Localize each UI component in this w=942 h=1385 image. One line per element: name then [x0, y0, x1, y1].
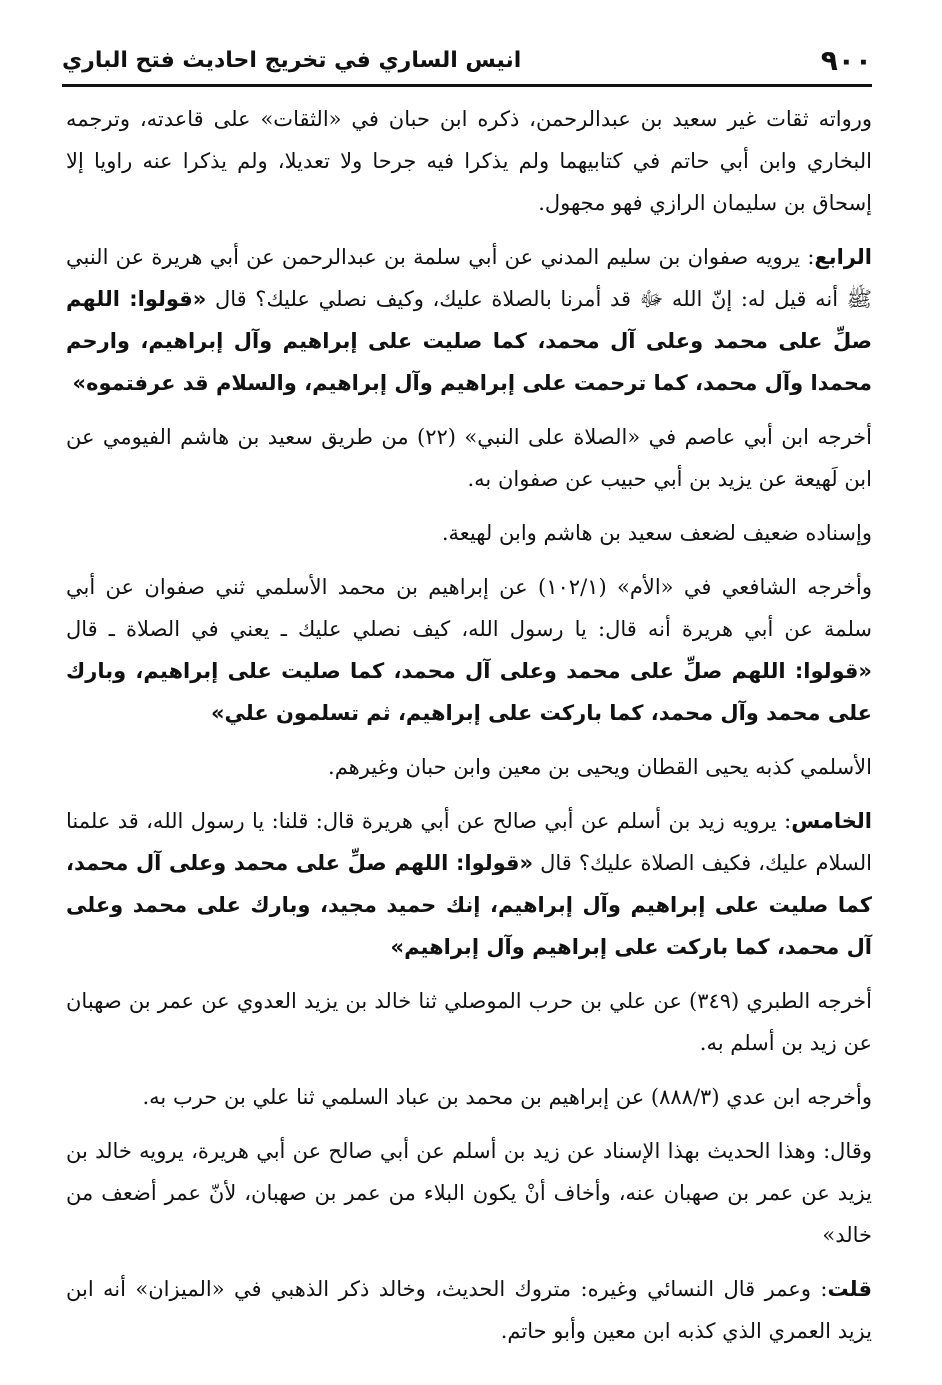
text-run: ورواته ثقات غير سعيد بن عبدالرحمن، ذكره ابن حبان في «الثقات» على قاعدته، وترجمه البخاري وابن أبي حاتم في كتابيهما ولم يذكرا فيه جرحا ولا تعديلا، ولم يذكرا عنه راويا إلا إسحاق بن سليمان الرازي فهو مجهول. [66, 107, 872, 215]
paragraph [66, 746, 872, 788]
bold-text-run: «قولوا: اللهم صلِّ على محمد وعلى آل محمد، كما صليت على إبراهيم، وبارك على محمد وآل محمد، كما باركت على إبراهيم، ثم تسلمون علي» [66, 659, 872, 725]
bold-text-run: قلت [827, 1277, 872, 1301]
bold-text-run: الرابع [814, 245, 872, 269]
paragraph [66, 416, 872, 500]
paragraph [66, 1268, 872, 1352]
text-run: : يرويه زيد بن أسلم عن أبي صالح عن أبي هريرة قال: قلنا: يا رسول الله، قد علمنا السلام عليك، فكيف الصلاة عليك؟ قال [66, 809, 872, 875]
bold-text-run: «قولوا: اللهم صلِّ على محمد وعلى آل محمد، كما صليت على إبراهيم وآل إبراهيم، إنك حميد مجيد، وبارك على محمد وعلى آل محمد، كما باركت على إبراهيم وآل إبراهيم» [66, 851, 872, 959]
running-title: انيس الساري في تخريج احاديث فتح الباري [62, 47, 522, 73]
text-run: الأسلمي كذبه يحيى القطان ويحيى بن معين وابن حبان وغيرهم. [328, 755, 872, 779]
page-number: ٩٠٠ [820, 43, 872, 77]
text-run: وأخرجه الشافعي في «الأم» (١٠٢/١) عن إبراهيم بن محمد الأسلمي ثني صفوان عن أبي سلمة عن أبي هريرة أنه قال: يا رسول الله، كيف نصلي عليك ـ يعني في الصلاة ـ قال [66, 575, 872, 641]
paragraph [66, 98, 872, 224]
page-body [66, 98, 872, 1364]
text-run: وقال: وهذا الحديث بهذا الإسناد عن زيد بن أسلم عن أبي صالح عن أبي هريرة، يرويه خالد بن يزيد عن عمر بن صهبان عنه، وأخاف أنْ يكون البلاء من عمر بن صهبان، لأنّ عمر أضعف من خالد» [66, 1139, 872, 1247]
paragraph [66, 980, 872, 1064]
text-run: وإسناده ضعيف لضعف سعيد بن هاشم وابن لهيعة. [441, 521, 872, 545]
text-run: : وعمر قال النسائي وغيره: متروك الحديث، وخالد ذكر الذهبي في «الميزان» أنه ابن يزيد العمري الذي كذبه ابن معين وأبو حاتم. [66, 1277, 872, 1343]
paragraph [66, 1076, 872, 1118]
paragraph [66, 236, 872, 404]
paragraph [66, 800, 872, 968]
header-rule [62, 84, 872, 87]
page-header [62, 40, 872, 80]
text-run: أخرجه الطبري (٣٤٩) عن علي بن حرب الموصلي ثنا خالد بن يزيد العدوي عن عمر بن صهبان عن زيد بن أسلم به. [66, 989, 872, 1055]
paragraph [66, 512, 872, 554]
bold-text-run: الخامس [791, 809, 872, 833]
text-run: وأخرجه ابن عدي (٨٨٨/٣) عن إبراهيم بن محمد بن عباد السلمي ثنا علي بن حرب به. [142, 1085, 872, 1109]
paragraph [66, 1130, 872, 1256]
text-run: أخرجه ابن أبي عاصم في «الصلاة على النبي» (٢٢) من طريق سعيد بن هاشم الفيومي عن ابن لَهيعة عن يزيد بن أبي حبيب عن صفوان به. [66, 425, 872, 491]
text-run: : يرويه صفوان بن سليم المدني عن أبي سلمة بن عبدالرحمن عن أبي هريرة عن النبي ﷺ أنه قيل له: إنّ الله ﷻ قد أمرنا بالصلاة عليك، وكيف نصلي عليك؟ قال [66, 245, 873, 311]
paragraph [66, 566, 872, 734]
bold-text-run: «قولوا: اللهم صلِّ على محمد وعلى آل محمد، كما صليت على إبراهيم وآل إبراهيم، وارحم محمدا وآل محمد، كما ترحمت على إبراهيم وآل إبراهيم، والسلام قد عرفتموه» [66, 287, 872, 395]
